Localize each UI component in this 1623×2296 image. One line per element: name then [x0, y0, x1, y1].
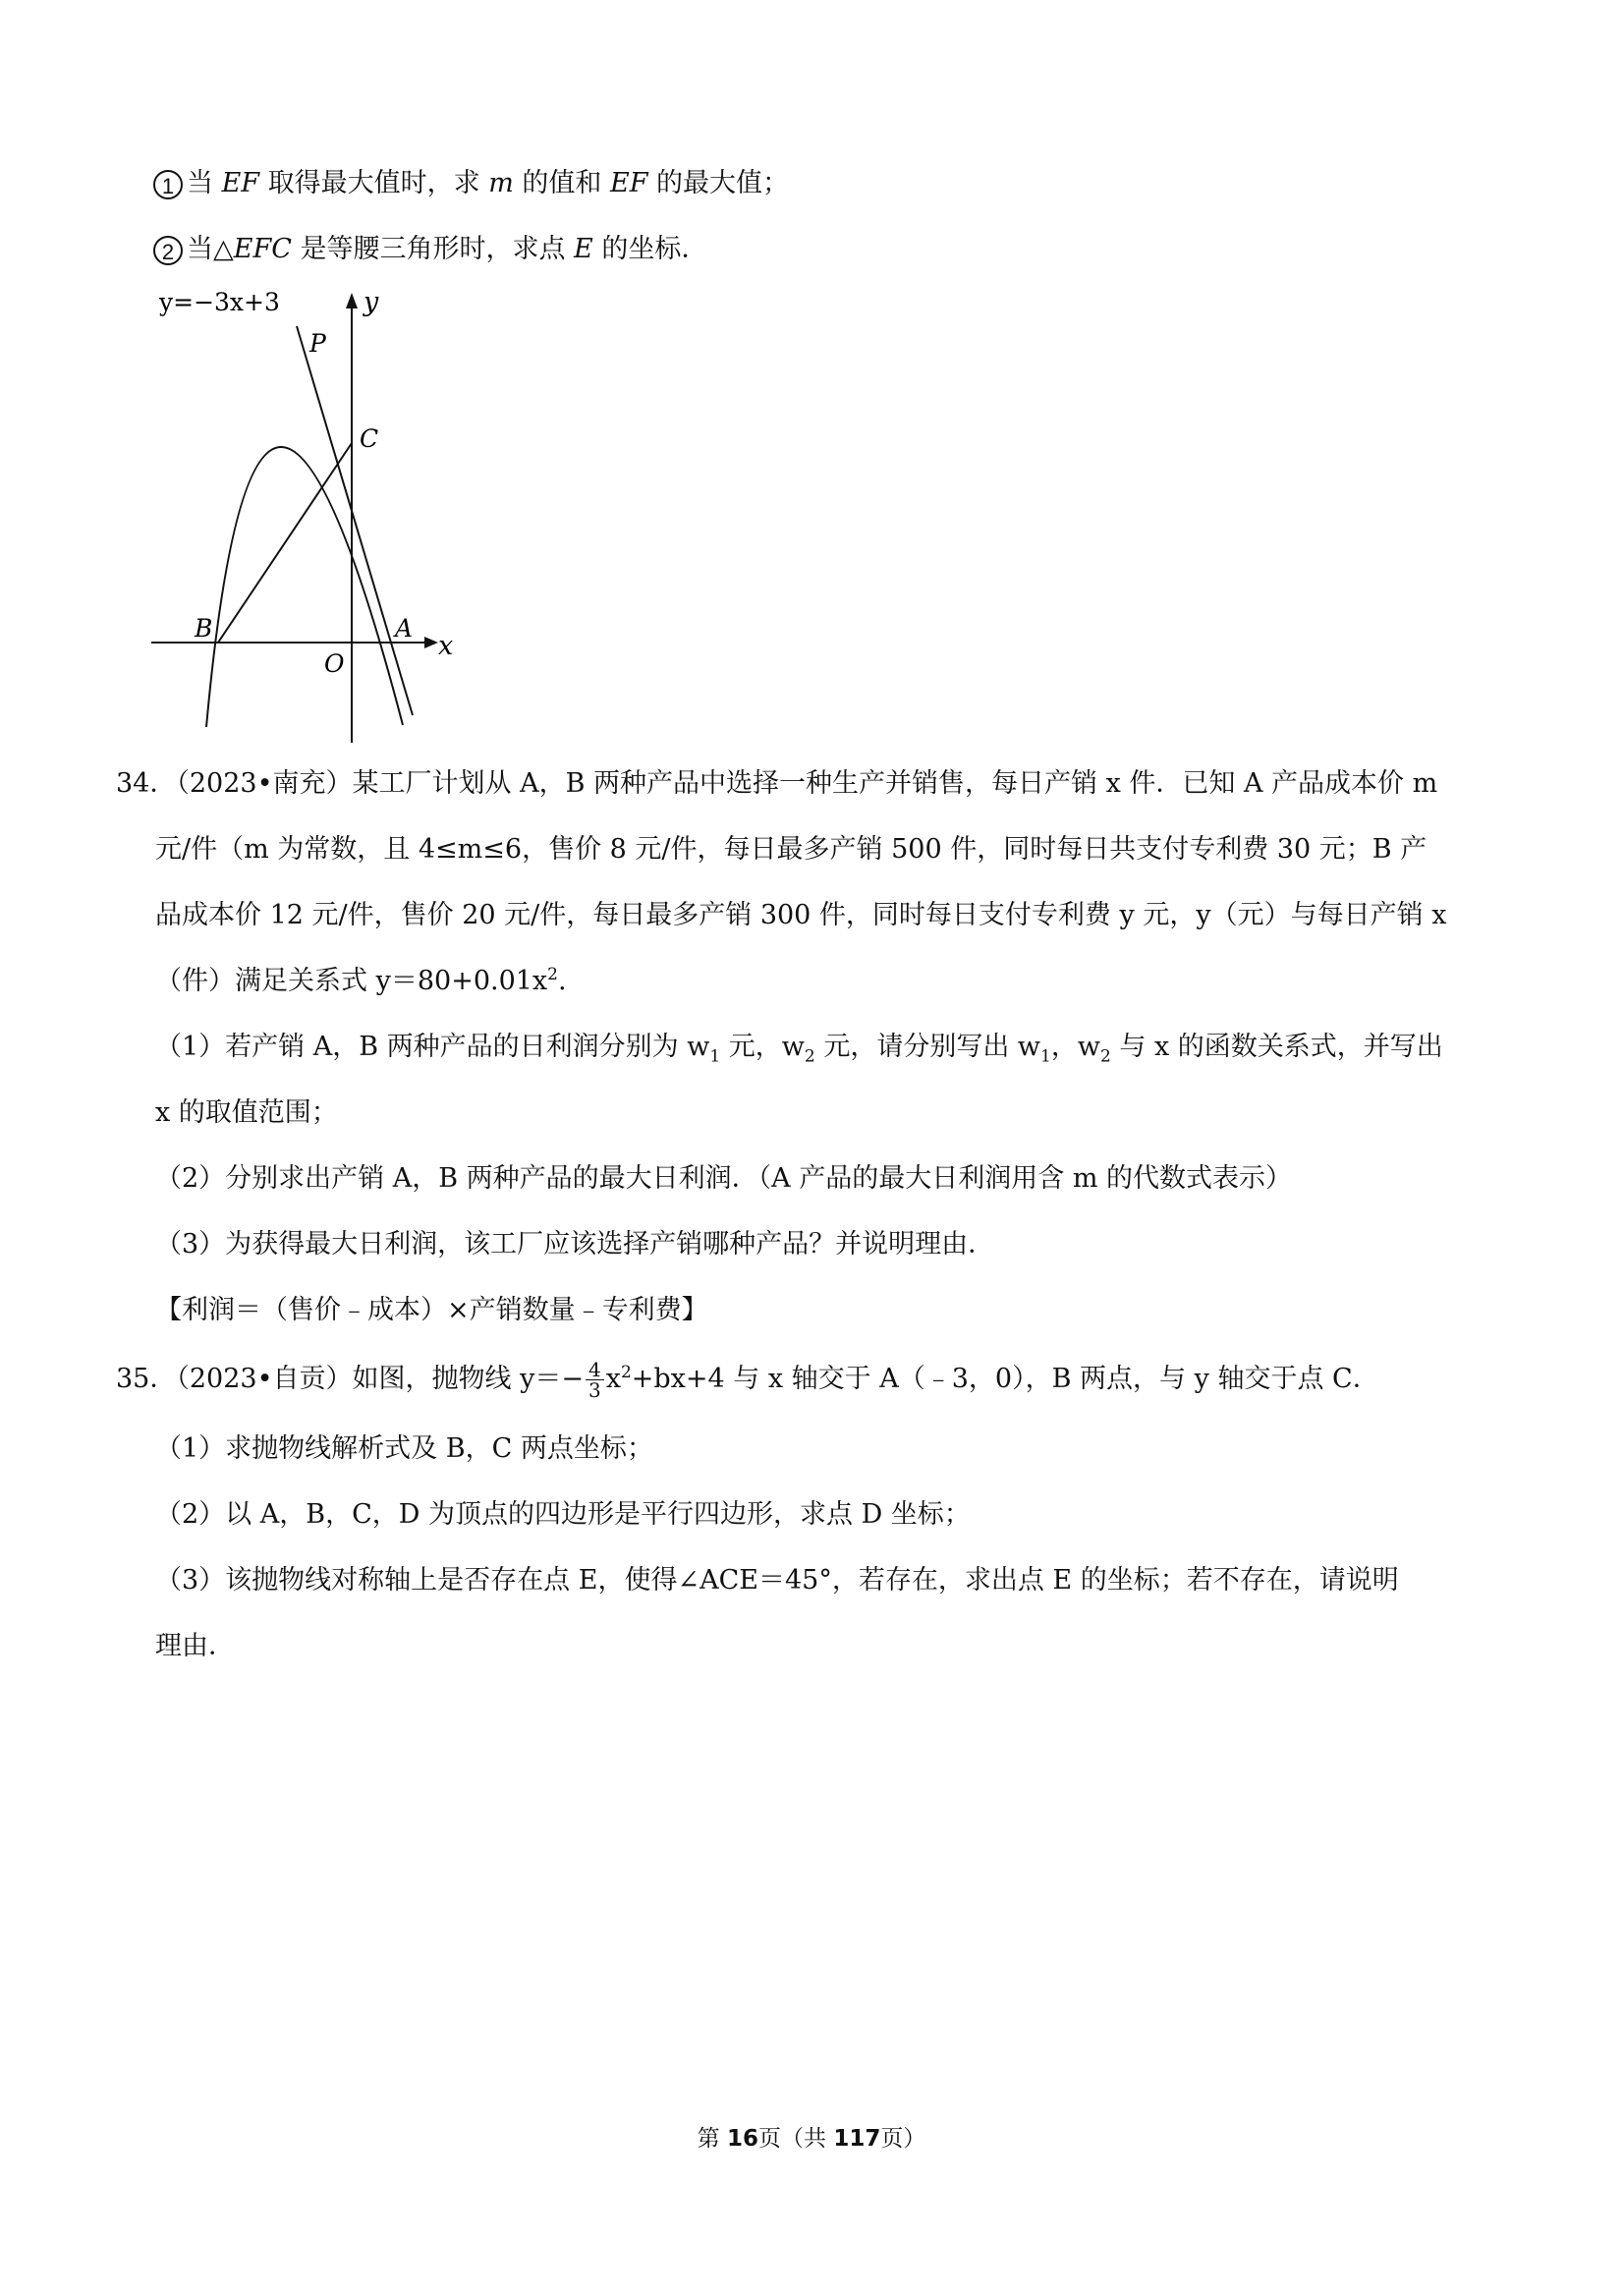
q33-p1-text-2: 取得最大值时，求: [259, 168, 489, 198]
footer-prefix: 第: [697, 2126, 727, 2152]
origin-label: O: [324, 649, 345, 678]
q35-l1-text-c: +bx+4 与 x 轴交于 A（﹣3，0），B 两点，与 y 轴交于点 C．: [631, 1364, 1379, 1394]
q33-p1-var-ef2: EF: [610, 168, 648, 198]
parabola-curve: [206, 447, 403, 727]
q34-line-4-end: .: [558, 966, 567, 996]
q34-s1-sub-2: 2: [804, 1046, 815, 1067]
q34-sub-3: （3）为获得最大日利润，该工厂应该选择产销哪种产品？并说明理由．: [155, 1229, 995, 1260]
q34-s1-sub-1: 1: [709, 1046, 721, 1067]
y-axis-label: y: [364, 287, 379, 317]
q33-p2-var-e: E: [574, 234, 593, 264]
q34-s1-text-a: （1）若产销 A，B 两种产品的日利润分别为 w: [155, 1032, 710, 1062]
q35-line-1: [116, 1360, 1379, 1400]
q33-p1-var-m: m: [488, 168, 514, 198]
x-axis-label: x: [438, 631, 454, 661]
q33-part-1: [153, 167, 789, 200]
q35-sub-3-cont: 理由．: [155, 1631, 235, 1661]
q35-sub-2: （2）以 A，B，C，D 为顶点的四边形是平行四边形，求点 D 坐标；: [155, 1499, 971, 1530]
point-p-label: P: [309, 329, 326, 358]
circled-number-1: 1: [153, 170, 183, 199]
q34-s1-sub-3: 1: [1040, 1046, 1051, 1067]
footer-total-pages: 117: [833, 2126, 881, 2152]
fraction-numerator: 4: [586, 1360, 604, 1380]
q33-p1-text-1: 当: [187, 168, 222, 198]
segment-bc: [218, 443, 352, 643]
q33-p1-var-ef: EF: [221, 168, 260, 198]
y-axis-arrow: [346, 293, 358, 308]
point-a-label: A: [395, 614, 414, 643]
q33-p1-text-4: 的最大值；: [647, 168, 790, 198]
q33-p2-var-efc: EFC: [233, 234, 292, 264]
q34-line-3: 品成本价 12 元/件，售价 20 元/件，每日最多产销 300 件，同时每日支付专利费 y 元，y（元）与每日产销 x: [155, 900, 1447, 930]
q35-sub-1: （1）求抛物线解析式及 B，C 两点坐标；: [155, 1433, 653, 1464]
q33-p2-text-2: 是等腰三角形时，求点: [291, 234, 575, 264]
line-equation-label: y=−3x+3: [159, 288, 280, 316]
q35-l1-exp: 2: [620, 1363, 632, 1382]
q34-s1-sub-4: 2: [1099, 1046, 1111, 1067]
q34-note: 【利润＝（售价﹣成本）×产销数量﹣专利费】: [155, 1295, 708, 1325]
q34-line-1: 34．（2023•南充）某工厂计划从 A，B 两种产品中选择一种生产并销售，每日产销 x 件．已知 A 产品成本价 m: [116, 768, 1438, 799]
q33-part-2: [153, 233, 707, 266]
q34-s1-text-c: 元，请分别写出 w: [814, 1032, 1041, 1062]
q34-sub-1: [155, 1031, 1443, 1067]
q34-line-4-exp: 2: [547, 965, 558, 984]
q34-line-4: [155, 965, 567, 998]
footer-middle: 页（共: [758, 2126, 834, 2152]
line-y-eq-neg3x-plus-3: [297, 326, 413, 715]
q34-line-2: 元/件（m 为常数，且 4≤m≤6，售价 8 元/件，每日最多产销 500 件，同时每日共支付专利费 30 元；B 产: [155, 834, 1427, 865]
parabola-figure: [147, 283, 472, 745]
q34-s1-text-d: ，w: [1050, 1032, 1100, 1062]
fraction-4-3: [586, 1360, 604, 1400]
circled-number-2: 2: [153, 236, 183, 265]
footer-page-number: 16: [726, 2126, 758, 2152]
point-c-label: C: [360, 424, 379, 453]
q35-l1-text-b: x: [605, 1364, 621, 1394]
q33-p2-text-3: 的坐标．: [592, 234, 708, 264]
x-axis-arrow: [424, 637, 438, 648]
q35-l1-text-a: 35．（2023•自贡）如图，抛物线 y＝−: [116, 1364, 584, 1394]
q34-sub-1-cont: x 的取值范围；: [155, 1097, 338, 1128]
point-b-label: B: [195, 614, 213, 643]
q34-line-4-text: （件）满足关系式 y＝80+0.01x: [155, 966, 548, 996]
page-footer: [0, 2120, 1623, 2153]
footer-suffix: 页）: [880, 2126, 926, 2152]
q34-s1-text-b: 元，w: [720, 1032, 805, 1062]
fraction-denominator: 3: [588, 1378, 601, 1402]
q34-sub-2: （2）分别求出产销 A，B 两种产品的最大日利润．（A 产品的最大日利润用含 m 的代数式表示）: [155, 1163, 1293, 1194]
q35-sub-3: （3）该抛物线对称轴上是否存在点 E，使得∠ACE＝45°，若存在，求出点 E 的坐标；若不存在，请说明: [155, 1565, 1399, 1596]
q33-p2-text-1: 当△: [187, 234, 234, 264]
q33-p1-text-3: 的值和: [513, 168, 610, 198]
q34-s1-text-e: 与 x 的函数关系式，并写出: [1110, 1032, 1443, 1062]
